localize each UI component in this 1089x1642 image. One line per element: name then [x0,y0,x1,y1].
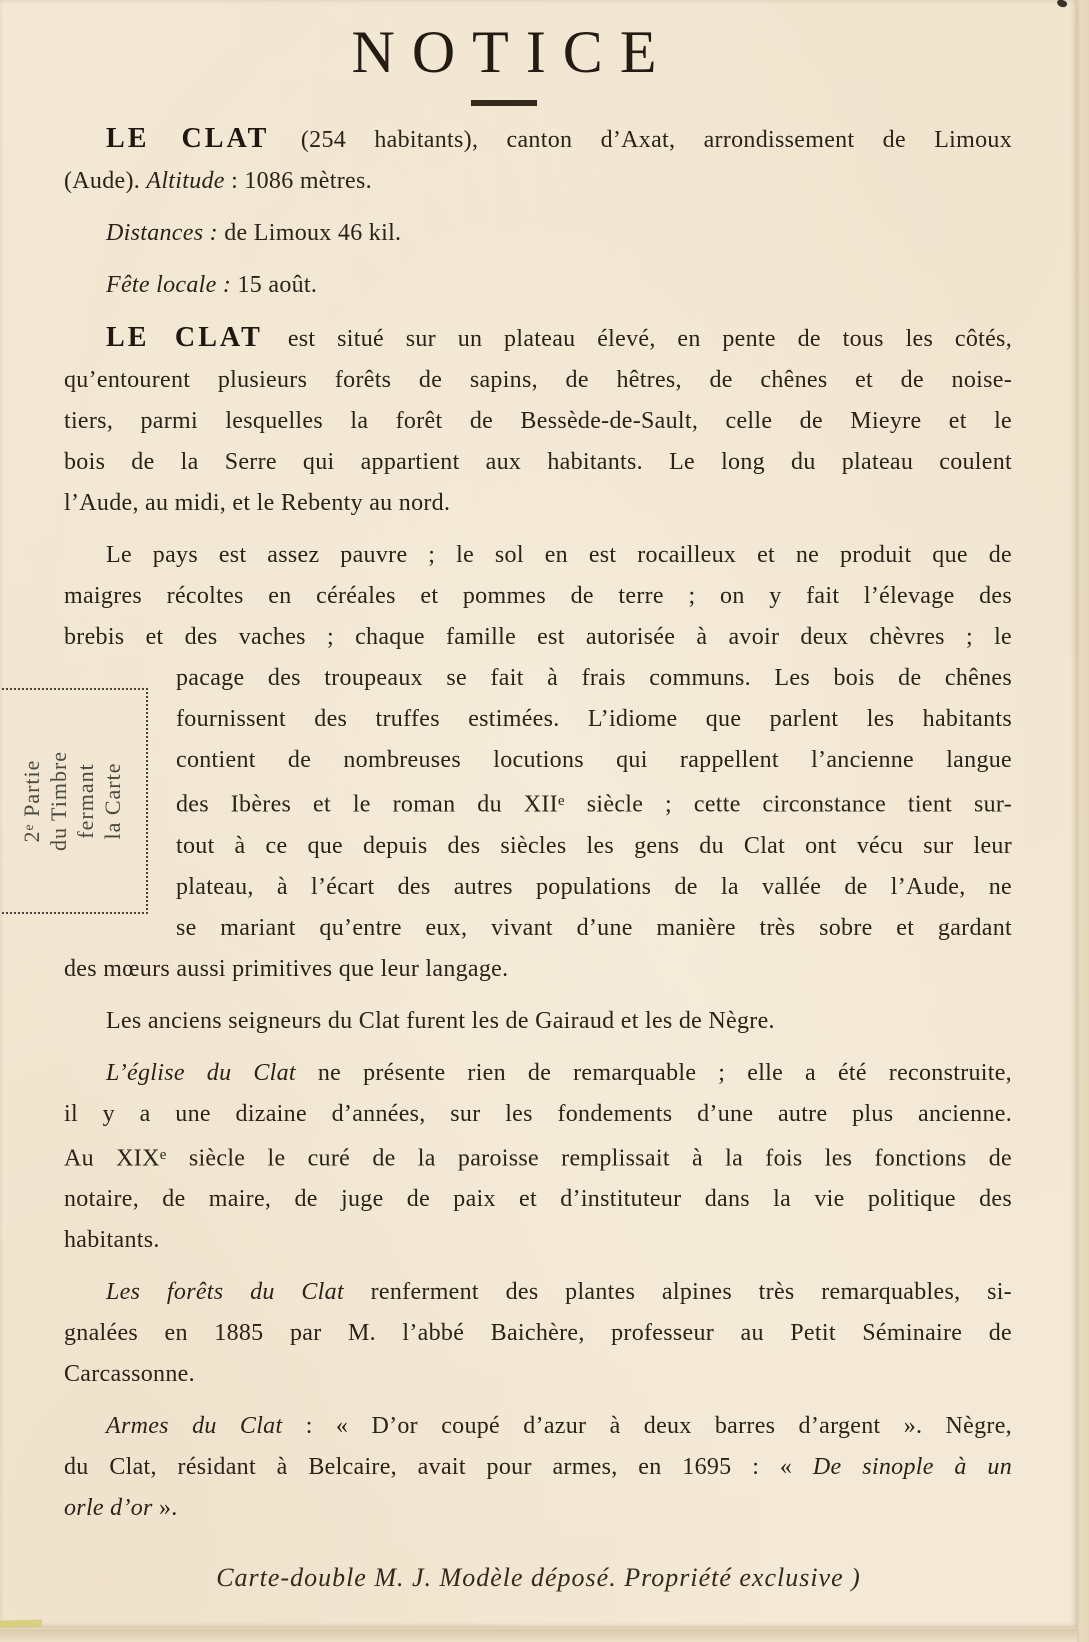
text-segment: L’église du Clat [106,1059,296,1086]
paper-speck [0,1619,42,1627]
text-segment: tiers, parmi lesquelles la forêt de Bessède-de-Sault, celle de Mieyre et le [64,408,1012,434]
text-line [64,1001,1012,1042]
text-segment: orle d’or [64,1495,153,1522]
text-line [64,1094,1012,1135]
stamp-note [15,681,125,921]
text-line [64,1447,1012,1488]
text-line [64,1272,1012,1313]
text-segment: 2 [19,830,45,843]
text-segment: il y a une dizaine d’années, sur les fondements d’une autre plus ancienne. [64,1100,1012,1127]
text-segment: est situé sur un plateau élevé, en pente de tous les côtés, [287,326,1012,352]
paragraph [64,535,1012,990]
paper-speck [1056,0,1068,9]
paragraph [64,1053,1012,1262]
paragraph [64,213,1012,254]
title-rule [471,100,537,106]
text-line [72,681,99,921]
text-segment: siècle le curé de la paroisse remplissait à la fois les fonctions de [166,1145,1012,1172]
title-block [30,18,978,106]
text-segment: Fête locale : [106,272,238,298]
text-line [64,1135,1012,1180]
paragraph [64,317,1012,524]
text-segment: 15 août. [237,272,318,298]
paragraph [64,1272,1012,1395]
paragraph [64,265,1012,306]
text-line [64,826,1012,867]
text-segment: brebis et des vaches ; chaque famille est autorisée à avoir deux chèvres ; le [64,624,1012,650]
text-line [99,681,126,921]
text-line [64,1313,1012,1354]
text-segment: e [159,1146,167,1163]
text-segment: ». [152,1495,178,1522]
text-line [64,401,1012,442]
text-line [64,317,1012,360]
text-segment: ne présente rien de remarquable ; elle a été reconstruite, [295,1059,1012,1086]
text-line [64,265,1012,306]
text-segment: e [21,823,36,831]
text-segment: habitants. [64,1227,160,1254]
text-segment: se mariant qu’entre eux, vivant d’une manière très sobre et gardant [176,914,1012,941]
text-line [45,681,72,921]
text-segment: : « D’or coupé d’azur à deux barres d’argent ». Nègre, [282,1413,1012,1440]
text-segment: LE CLAT [106,123,301,154]
text-segment: bois de la Serre qui appartient aux habitants. Le long du plateau coulent [64,449,1012,475]
bottom-edge [0,1629,1077,1642]
text-segment: maigres récoltes en céréales et pommes de terre ; on y fait l’élevage des [64,583,1012,609]
text-line [64,949,1012,990]
text-line [64,1220,1012,1261]
text-segment: LE CLAT [106,322,288,353]
text-segment: contient de nombreuses locutions qui rappellent l’ancienne langue [176,747,1012,773]
text-segment: Carcassonne. [64,1361,195,1388]
text-segment: e [557,793,565,809]
text-segment: Les anciens seigneurs du Clat furent les de Gairaud et les de Nègre. [106,1007,775,1034]
text-line [64,118,1012,161]
notice-body [64,118,1012,1540]
text-line [64,535,1012,576]
footer-credit: Carte-double M. J. Modèle déposé. Propriété exclusive ) [216,1563,861,1592]
text-segment: : 1086 mètres. [224,168,372,194]
text-segment: siècle ; cette circonstance tient sur- [564,791,1012,818]
text-line [64,1488,1012,1529]
text-line [64,699,1012,740]
text-segment: plateau, à l’écart des autres populations de la vallée de l’Aude, ne [176,873,1012,900]
text-line [64,161,1012,202]
text-segment: Armes du Clat [106,1413,283,1440]
text-segment: fermant [73,763,99,839]
text-segment: l’Aude, au midi, et le Rebenty au nord. [64,490,451,516]
text-line [64,617,1012,658]
text-line [64,576,1012,617]
text-line [64,1179,1012,1220]
text-segment: notaire, de maire, de juge de paix et d’instituteur dans la vie politique des [64,1186,1012,1213]
text-segment: du Timbre [46,750,72,852]
paragraph [64,1001,1012,1042]
text-line [64,1053,1012,1094]
text-line [64,1406,1012,1447]
deckle-edge [1076,0,1089,1642]
text-line [64,483,1012,524]
text-line [64,658,1012,699]
text-segment: Les forêts du Clat [106,1279,344,1306]
page-title: NOTICE [351,19,674,85]
text-line [64,867,1012,908]
paragraph [64,1406,1012,1529]
text-segment: Partie [19,759,45,824]
text-segment: des Ibères et le roman du XII [176,791,558,818]
text-segment: gnalées en 1885 par M. l’abbé Baichère, professeur au Petit Séminaire de [64,1320,1012,1347]
text-line [64,781,1012,826]
text-segment: tout à ce que depuis des siècles les gens du Clat ont vécu sur leur [176,832,1012,859]
text-line [15,681,45,921]
text-line [64,908,1012,949]
text-segment: pacage des troupeaux se fait à frais communs. Les bois de chênes [176,665,1012,691]
text-segment: Le pays est assez pauvre ; le sol en est rocailleux et ne produit que de [106,542,1012,568]
text-line [64,442,1012,483]
text-line [64,1354,1012,1395]
text-line [64,740,1012,781]
text-segment: (254 habitants), canton d’Axat, arrondissement de Limoux [300,127,1012,153]
text-segment: Au XIX [64,1145,160,1172]
paragraph [64,118,1012,202]
text-segment: la Carte [100,762,126,840]
text-segment: du Clat, résidant à Belcaire, avait pour armes, en 1695 : « [64,1454,813,1481]
text-segment: qu’entourent plusieurs forêts de sapins, de hêtres, de chênes et de noise- [64,367,1012,393]
text-segment: des mœurs aussi primitives que leur langage. [64,955,509,982]
stamp-area [0,688,148,914]
text-segment: de Limoux 46 kil. [224,220,402,246]
text-segment: Distances : [106,220,225,246]
text-segment: fournissent des truffes estimées. L’idiome que parlent les habitants [176,706,1012,732]
text-line [64,360,1012,401]
text-segment: Altitude [146,168,225,194]
text-segment: (Aude). [64,168,147,194]
text-line [64,213,1012,254]
text-segment: renferment des plantes alpines très remarquables, si- [343,1279,1012,1306]
text-segment: De sinople à un [812,1454,1012,1481]
